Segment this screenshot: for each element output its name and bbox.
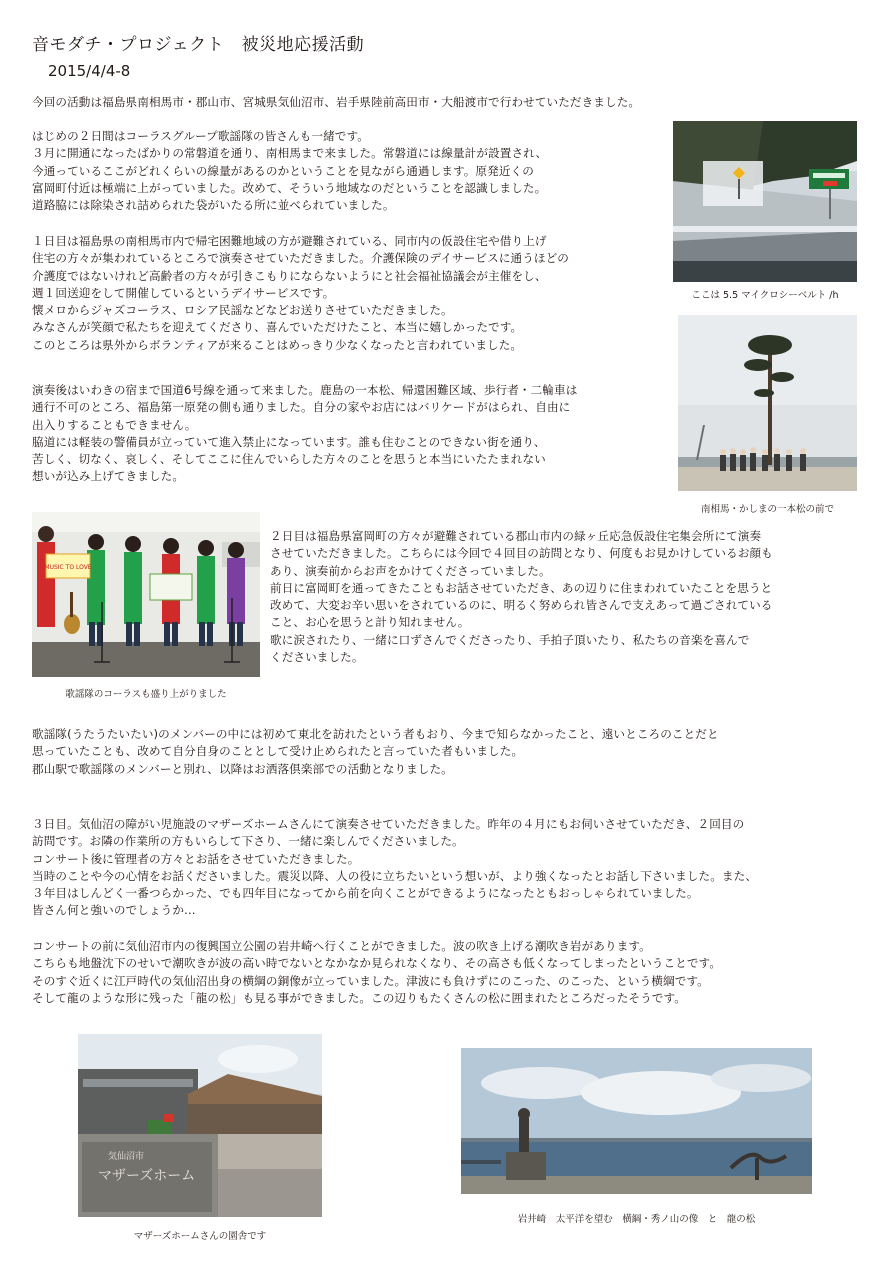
paragraph-chorus-members: 歌謡隊(うたうたいたい)のメンバーの中には初めて東北を訪れたという者もおり、今まで知らなかったこと、遠いところのことだと 思っていたことも、改めて自分自身のこととして受け止められたと言っていた者もいました。 郡山駅で歌謡隊のメンバーと別れ、以降はお洒落倶楽部での活動となりました。 xyxy=(32,727,719,776)
paragraph-day-three: ３日目。気仙沼の障がい児施設のマザーズホームさんにて演奏させていただきました。昨年の４月にもお伺いさせていただき、２回目の 訪問です。お隣の作業所の方もいらして下さり、一緒に楽しんでくださいました。 コンサート後に管理者の方々とお話をさせていただきました。 当時のことや今の心情をお話くださいました。震災以降、人の役に立ちたいという想いが、より強くなったとお話し下さいました。また、 ３年目はしんどく一番つらかった、でも四年目になってから前を向くことができるようになったともおっしゃられていました。 皆さん何と強いのでしょうか… xyxy=(32,817,758,918)
highway-photo xyxy=(673,121,857,282)
mothers-home-photo-caption: マザーズホームさんの園舎です xyxy=(133,1231,267,1242)
paragraph-iwaizaki: コンサートの前に気仙沼市内の復興国立公園の岩井崎へ行くことができました。波の吹き上げる潮吹き岩があります。 こちらも地盤沈下のせいで潮吹きが波の高い時でないとなかなか見られなくなり、その高さも低くなってしまったということです。 そのすぐ近くに江戸時代の気仙沼出身の横綱の銅像が立っていました。津波にも負けずにのこった、のこった、という横綱です。 そして龍のような形に残った「龍の松」も見る事ができました。この辺りもたくさんの松に囲まれたところだったそうです。 xyxy=(32,939,722,1005)
paragraph-route-six: 演奏後はいわきの宿まで国道6号線を通って来ました。鹿島の一本松、帰還困難区域、歩行者・二輪車は 通行不可のところ、福島第一原発の側も通りました。自分の家やお店にはバリケードがはられ、自由に 出入りすることもできません。 脇道には軽装の警備員が立っていて進入禁止になっています。誰も住むことのできない街を通り、 苦しく、切なく、哀しく、そしてここに住んでいらした方々のことを思うと本当にいたたまれない 想いが込み上げてきました。 xyxy=(32,383,578,484)
paragraph-day-two: ２日目は福島県富岡町の方々が避難されている郡山市内の緑ヶ丘応急仮設住宅集会所にて演奏 させていただきました。こちらには今回で４回目の訪問となり、何度もお見かけしているお顔も あり、演奏前からお声をかけてくださっていました。 前日に富岡町を通ってきたこともお話させていただき、あの辺りに住まわれていたことを思うと 改めて、大変お辛い思いをされているのに、明るく努められ皆さんで支えあって過ごされている こと、お心を思うと計り知れません。 歌に涙されたり、一緒に口ずさんでくださったり、手拍子頂いたり、私たちの音楽を喜んで くださいました。 xyxy=(270,529,773,665)
music-sign-text: MUSIC TO LOVE xyxy=(44,564,92,571)
paragraph-day-one-concert: １日目は福島県の南相馬市内で帰宅困難地域の方が避難されている、同市内の仮設住宅や借り上げ 住宅の方々が集われているところで演奏させていただきました。介護保険のデイサービスに通うほどの 介護度ではないけれど高齢者の方々が引きこもりにならないようにと社会福祉協議会が主催をし、 週１回送迎をして開催しているというデイサービスです。 懐メロからジャズコーラス、ロシア民謡などなどお送りさせていただきました。 みなさんが笑顔で私たちを迎えてくださり、喜んでいただけたこと、本当に嬉しかったです。 このところは県外からボランティアが来ることはめっきり少なくなったと言われていました。 xyxy=(32,234,569,352)
home-sign-name: マザーズホーム xyxy=(98,1168,196,1184)
page-title: 音モダチ・プロジェクト 被災地応援活動 xyxy=(32,35,365,55)
chorus-photo-caption: 歌謡隊のコーラスも盛り上がりました xyxy=(65,689,227,700)
intro-paragraph: 今回の活動は福島県南相馬市・郡山市、宮城県気仙沼市、岩手県陸前高田市・大船渡市で行わせていただきました。 xyxy=(32,95,641,109)
mothers-home-photo xyxy=(78,1034,322,1217)
chorus-photo xyxy=(32,512,260,677)
lone-pine-photo xyxy=(678,315,857,491)
lone-pine-photo-caption: 南相馬・かしまの一本松の前で xyxy=(700,504,834,515)
paragraph-day-one-intro: はじめの２日間はコーラスグループ歌謡隊の皆さんも一緒です。 ３月に開通になったばかりの常磐道を通り、南相馬まで来ました。常磐道には線量計が設置され、 今通っているここがどれくらいの線量があるのかということを見ながら通過します。原発近くの 富岡町付近は極端に上がっていました。改めて、そういう地域なのだということを認識しました。 道路脇には除染され詰められた袋がいたる所に並べられていました。 xyxy=(32,129,548,213)
home-sign-city: 気仙沼市 xyxy=(108,1152,145,1162)
report-date: 2015/4/4-8 xyxy=(48,62,131,80)
highway-photo-caption: ここは 5.5 マイクロシーベルト /h xyxy=(691,290,839,301)
iwaizaki-coast-photo xyxy=(461,1048,812,1194)
iwaizaki-coast-photo-caption: 岩井崎 太平洋を望む 横綱・秀ノ山の像 と 龍の松 xyxy=(517,1214,756,1225)
